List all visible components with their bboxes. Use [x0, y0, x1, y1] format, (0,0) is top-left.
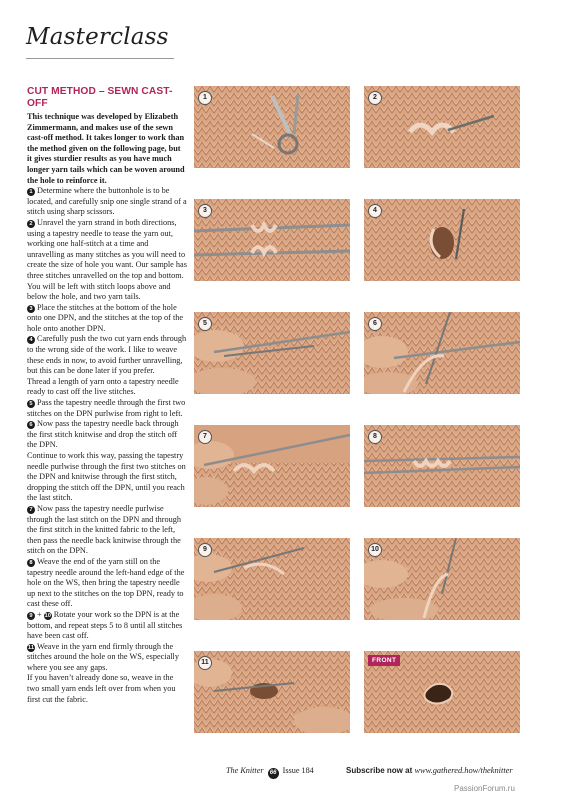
- step-number-icon: 11: [27, 644, 35, 651]
- section-title: Masterclass: [26, 24, 169, 50]
- step-text: Now pass the tapestry needle purlwise through the last stitch on the DPN and through the first stitch in the knitted fabric to the left, then pass the needle back knitwise through the stitch on the DPN.: [27, 503, 181, 556]
- photo-5: [194, 312, 350, 394]
- article-column: [27, 86, 187, 705]
- step-text: Carefully push the two cut yarn ends through to the wrong side of the work. I like to weave these ends in now, to avoid further unravelling, but this can be done later if you prefer.: [27, 334, 187, 376]
- step-text: Continue to work this way, passing the tapestry needle purlwise through the first two stitches on the DPN and knitwise through the first stitch, dropping the stitch off the DPN, until you reach the last stitch.: [27, 451, 186, 503]
- step-paragraph: [27, 451, 187, 504]
- step-text: Unravel the yarn strand in both directions, using a tapestry needle to tease the yarn out, working one half-stitch at a time and unravelling as many stitches as you will need to create the size of hole you want. Our sample has three stitches unravelled on the top and bottom. You will be left with stitch loops above and below the hole, and two yarn tails.: [27, 217, 187, 302]
- step-number-icon: 9: [27, 612, 35, 620]
- photo-10: [364, 538, 520, 620]
- step-text: Rotate your work so the DPN is at the bottom, and repeat steps 5 to 8 until all stitches have been cast off.: [27, 609, 183, 641]
- step-text: Weave in the yarn end firmly through the stitches around the hole on the WS, especially where you see any gaps.: [27, 641, 179, 672]
- photo-8-label: 8: [368, 430, 382, 444]
- step-text: Now pass the tapestry needle back through the first stitch knitwise and drop the stitch off the DPN.: [27, 419, 179, 450]
- magazine-name: The Knitter: [226, 766, 264, 775]
- article-heading: CUT METHOD – SEWN CAST-OFF: [27, 86, 173, 109]
- step-paragraph: [27, 642, 187, 674]
- photo-11: [194, 651, 350, 733]
- photo-7: [194, 425, 350, 507]
- photo-9: [194, 538, 350, 620]
- photo-front: [364, 651, 520, 733]
- step-number-icon: 2: [27, 220, 35, 228]
- photo-3: [194, 199, 350, 281]
- photo-2-label: 2: [368, 91, 382, 105]
- step-text: Determine where the buttonhole is to be located, and carefully snip one single strand of a stitch using sharp scissors.: [27, 186, 187, 217]
- subscribe-text: Subscribe now at: [346, 766, 413, 775]
- step-paragraph: [27, 377, 187, 398]
- photo-front-label: FRONT: [368, 655, 400, 666]
- step-number-icon: 1: [27, 188, 35, 196]
- step-text: Thread a length of yarn onto a tapestry needle ready to cast off the live stitches.: [27, 376, 179, 397]
- subscribe-link[interactable]: www.gathered.how/theknitter: [414, 766, 513, 775]
- title-rule: [26, 58, 174, 59]
- step-paragraph: [27, 504, 187, 557]
- step-text: Place the stitches at the bottom of the hole onto one DPN, and the stitches at the top of the hole onto another DPN.: [27, 302, 184, 333]
- page-number: 66: [268, 768, 279, 779]
- photo-9-label: 9: [198, 543, 212, 557]
- photo-1-label: 1: [198, 91, 212, 105]
- step-number-icon: 6: [27, 421, 35, 429]
- photo-8: [364, 425, 520, 507]
- photo-6-label: 6: [368, 317, 382, 331]
- photo-11-label: 11: [198, 656, 212, 670]
- article-intro: This technique was developed by Elizabeth Zimmermann, and makes use of the sewn cast-off method. It takes longer to work than the method given on the following page, but it gives sturdier results as you have much longer yarn tails which can be woven around the hole to reinforce it.: [27, 112, 185, 185]
- step-paragraph: [27, 334, 187, 376]
- step-number-icon: 7: [27, 506, 35, 514]
- step-paragraph: 9 + 10 Rotate your work so the DPN is at the bottom, and repeat steps 5 to 8 until all stitches have been cast off.: [27, 609, 183, 641]
- step-text: Weave the end of the yarn still on the tapestry needle around the left-hand edge of the hole on the WS, then bring the tapestry needle up next to the stitches on the top DPN, ready to cast these off.: [27, 556, 185, 609]
- step-paragraph: [27, 557, 187, 610]
- step-paragraph: [27, 186, 187, 218]
- step-text: If you haven’t already done so, weave in the two small yarn ends left over from when you first cut the fabric.: [27, 673, 176, 704]
- footer-magazine: [226, 766, 314, 779]
- step-number-icon: 4: [27, 336, 35, 344]
- photo-4: [364, 199, 520, 281]
- photo-3-label: 3: [198, 204, 212, 218]
- photo-7-label: 7: [198, 430, 212, 444]
- photo-4-label: 4: [368, 204, 382, 218]
- step-paragraph: [27, 673, 187, 705]
- watermark: PassionForum.ru: [454, 784, 515, 793]
- issue-number: Issue 184: [282, 766, 314, 775]
- photo-1: [194, 86, 350, 168]
- step-paragraph: [27, 218, 187, 303]
- step-number-icon: 3: [27, 305, 35, 313]
- photo-10-label: 10: [368, 543, 382, 557]
- step-number-icon: 5: [27, 400, 35, 408]
- step-paragraph: [27, 398, 187, 419]
- photo-2: [364, 86, 520, 168]
- photo-5-label: 5: [198, 317, 212, 331]
- step-text: Pass the tapestry needle through the first two stitches on the DPN purlwise from right to left.: [27, 398, 186, 418]
- step-number-icon: 10: [44, 612, 51, 619]
- footer-subscribe: [346, 766, 513, 775]
- steps-list: [27, 186, 187, 705]
- step-paragraph: [27, 303, 187, 335]
- photo-6: [364, 312, 520, 394]
- step-number-icon: 8: [27, 559, 35, 567]
- step-paragraph: [27, 419, 187, 451]
